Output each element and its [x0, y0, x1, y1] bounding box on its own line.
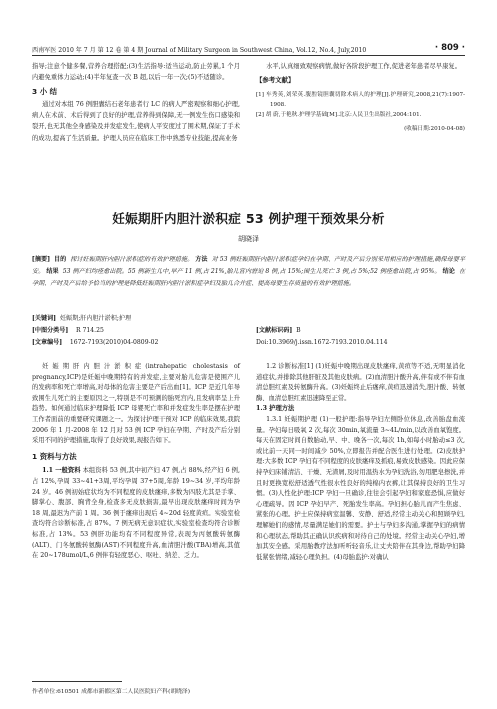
- prev-article-paragraph-end: 水平,认真细致观察病情,做好各阶段护理工作,促进老年患者尽早康复。: [266, 63, 461, 70]
- subsection-1-1-paragraph: [32, 466, 240, 561]
- references-title: 【参考文献】: [256, 76, 295, 85]
- section-3-text: 通过对本组 76 例胆囊结石老年患者行 LC 的病人严密观察和细心护理,病人在术前、术后得到了良好的护理,营养得到保障,无一例发生伤口感染和裂开,也无其他全身感染及并发症发生,使病人平安度过了围术期,保证了手术的成功,提高了生活质量。护理人员应在临床工作中熟悉专业技能,提高业务: [32, 101, 240, 142]
- objective-text: 探讨妊娠期肝内胆汁淤积症的有效护理措施。: [70, 256, 194, 263]
- results-label: 结果: [46, 268, 59, 276]
- subsection-1-1-title: 1.1 一般资料: [42, 467, 81, 475]
- keywords: [32, 313, 131, 325]
- reference-item: [1] 车秀英,刘荣英.腹腔镜胆囊切除术病人的护理[J].护理研究,2008,21(7):1907-1908.: [256, 92, 465, 109]
- received-date: (收稿日期:2010-04-08): [404, 126, 465, 133]
- methods-text: 对 53 例妊娠期肝内胆汁淤积症孕妇在孕期、产时及产后分别采用相应的护理措施,确保母婴平安。: [32, 256, 466, 276]
- top-left-column: [32, 61, 240, 144]
- objective-label: 目的: [53, 256, 67, 263]
- abstract-label: [摘要]: [32, 256, 50, 263]
- doc-code-value: B: [296, 327, 301, 334]
- article-author: 胡晓泽: [238, 235, 259, 243]
- keywords-text: 妊娠期;肝内胆汁淤积;护理: [59, 315, 132, 322]
- running-header-text: 西南军医 2010 年 7 月 第 12 卷 第 4 期 Journal of Military Surgeon in Southwest China, Vol.12, No.4, July,2010: [32, 47, 367, 54]
- subsection-1-1-text: 本组资料 53 例,其中初产妇 47 例,占 88%,经产妇 6 例,占 12%,孕周 33~41+3周,平均孕周 37+5周,年龄 19~34 岁,平均年龄 24 岁。46 例初始症状均为不同程度的皮肤瘙痒,多数为四肢尤其是手掌、脚掌心、腹部、胸背全身,检查多无皮肤损害,最早出现皮肤瘙痒时间为孕 18 周,最迟为产前 1 周。36 例于瘙痒出现后 4~20d 轻度黄疸。实验室检查均符合诊断标准,占 87%。7 例无病无意识症状,实验室检查均符合诊断标准,占 13%。53 例肝功能均有不同程度异常,表现为丙氨酸转氨酶(ALT)、门冬氨酸转氨酶(AST)不同程度升高,血清胆汁酸(TBA)增高,其值在 20~178umol/L,6 例伴有轻度恶心、呕吐、纳差、乏力。: [32, 467, 240, 560]
- diagnostic-criteria-paragraph: 1.2 诊断标准[1] (1)妊娠中晚期出现皮肤瘙痒,黄疸等不适,无明显消化道症状,并排除其他肝脏及其他皮肤病。(2)血清胆汁酸升高,伴有或不伴有血清总胆红素及转氨酶升高。(3)妊娠终止后瘙痒,黄疸迅速消失,胆汁酸、转氨酶、血清总胆红素迅速降至正常。: [256, 363, 465, 402]
- header-rule: [32, 55, 465, 56]
- doi-line: Doi:10.3969/j.issn.1672-7193.2010.04.114: [256, 339, 388, 346]
- clc-label: [中图分类号]: [32, 327, 69, 334]
- body-left-column: [32, 362, 240, 562]
- author-affiliation-footnote: 作者单位:610501 成都市新都区第二人民医院妇产科(胡晓泽): [32, 689, 190, 695]
- subsection-1-3-title: 1.3 护理方法: [256, 405, 295, 413]
- doc-code-line: [256, 325, 301, 337]
- article-number-label: [文章编号]: [32, 339, 63, 346]
- pregnancy-care-paragraph: 1.3.1 妊娠期护理 (1)一般护理:指导孕妇左侧卧位休息,改善胎盘血流量。孕妇每日吸氧 2 次,每次 30min,氧流量 3~4L/min,以改善血氧饱度。每天在固定时间自数胎动,早、中、晚各一次,每次 1h,如每小时胎动≤3 次,或比前一天同一时间减少 50%,立即报告并配合医生进行处理。(2)皮肤护理:大多数 ICP 孕妇有不同程度的皮肤瘙痒及抓痕,易致皮肤感染。因此应保持孕妇床铺清洁、干燥、无渣屑,及时用温热水为孕妇洗浴,勿用肥皂擦洗,并且时更换宽松舒适透气性很水性良好的纯棉内衣裤,让其保持良好的卫生习惯。(3)人性化护理:ICP 孕妇一旦确诊,往往会引起孕妇和家庭恐惧,应做好心理疏导。因 ICP 孕妇早产、死胎发生率高。孕妇担心胎儿而产生焦虑、紧张的心理。护士应保持病室温馨、安静、舒适,经常主动关心和照顾孕妇,理解她们的感情,尽量满足她们的需要。护士与孕妇多沟通,掌握孕妇的病情和心理状态,帮助其正确认识疾病和对待自己的处境。经常主动关心孕妇,增加其安全感。采用胎教疗法加听听轻音乐,让丈夫陪伴在其身边,帮助孕妇降低紧张情绪,减轻心理负担。(4)母胎监护:对确认: [256, 415, 465, 561]
- methods-label: 方法: [195, 256, 208, 263]
- article-number-value: 1672-7193(2010)04-0809-02: [69, 339, 159, 346]
- abstract: [32, 254, 465, 291]
- footnote-rule: [32, 681, 122, 682]
- article-number-line: [32, 337, 158, 349]
- page-number: · 809 ·: [434, 43, 465, 53]
- results-text: 53 例产妇均痊愈出院。55 例新生儿中,早产 11 例,占 21%,胎儿宫内窘迫 8 例,占 15%;围生儿死亡 3 例,占 5%;52 例痊愈出院,占 95%。: [62, 268, 441, 276]
- section-1-title: 1 资料与方法: [32, 451, 77, 461]
- intro-paragraph: 妊娠期肝内胆汁淤积症(intrahepatic cholestasis of pregnancy,ICP)是妊娠中晚期特有的并发症,主要对胎儿危害是使围产儿的发病率和死亡率增高,对母体的危害主要是产后出血[1]。ICP 是近几年导致围生儿死亡的主要原因之一,特别是不可预测的胎死宫内,且发病率呈上升趋势。如何通过临床护理降低 ICP 母婴死亡率和并发症发生率是摆在护理工作者面前的重要研究课题之一。为探讨护理干预对 ICP 的临床效果,我院 2006 年 1 月-2008 年 12 月对 53 例 ICP 孕妇在孕期、产时及产后分别采用不同的护理措施,取得了良好效果,现报告如下。: [32, 363, 240, 445]
- reference-item: [2] 胡 蔚,于艳秋.护理学基础[M].北京:人民卫生出版社,2004:101.: [256, 112, 422, 119]
- article-title: 妊娠期肝内胆汁淤积症 53 例护理干预效果分析: [112, 211, 385, 226]
- clc-line: [32, 325, 104, 337]
- top-right-column: [256, 61, 465, 135]
- doc-code-label: [文献标识码]: [256, 327, 293, 334]
- running-header: [32, 45, 465, 54]
- prev-article-paragraph: 指导;注意个健多餐,营养合理搭配;(3)生活指导:适当运动,防止劳累,1 个月内避免重体力运动;(4)半年复查一次 B 超,以后一年一次;(5)不适随诊。: [32, 63, 240, 82]
- conclusion-text: 在孕期、产时及产后给予恰当的护理是降低妊娠期肝内胆汁淤积症孕妇及胎儿合并症、提高母婴生存质量的有效护理措施。: [32, 268, 466, 288]
- conclusion-label: 结论: [442, 268, 455, 276]
- clc-value: R 714.25: [76, 327, 104, 334]
- keywords-label: [关键词]: [32, 315, 57, 322]
- body-right-column: [256, 362, 465, 563]
- references-list: [256, 90, 465, 120]
- section-3-title: 3 小 结: [32, 87, 58, 97]
